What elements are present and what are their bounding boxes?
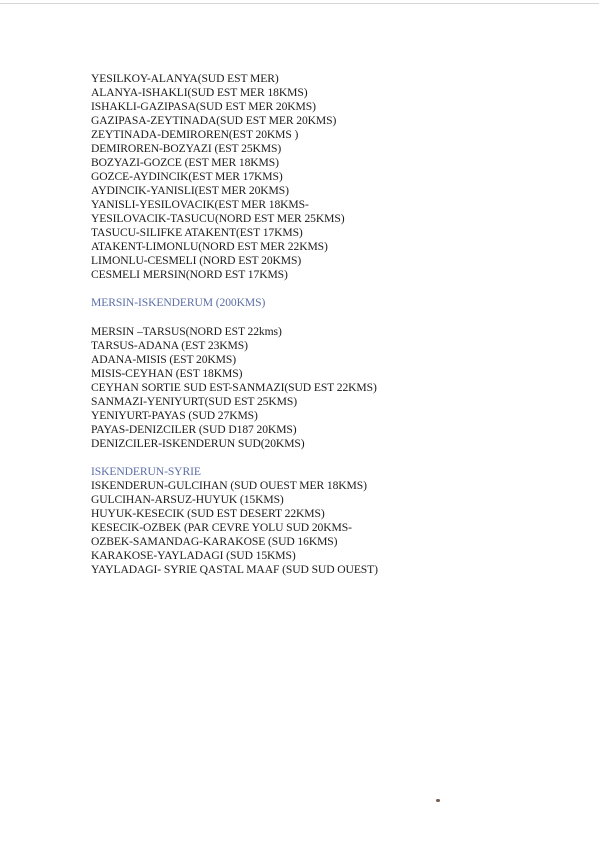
- route-line: ISHAKLI-GAZIPASA(SUD EST MER 20KMS): [91, 100, 316, 113]
- route-line: KESECIK-OZBEK (PAR CEVRE YOLU SUD 20KMS-: [91, 521, 352, 534]
- route-line: TARSUS-ADANA (EST 23KMS): [91, 339, 248, 352]
- route-line: PAYAS-DENIZCILER (SUD D187 20KMS): [91, 423, 297, 436]
- route-line: DEMIROREN-BOZYAZI (EST 25KMS): [91, 142, 282, 155]
- route-line: ZEYTINADA-DEMIROREN(EST 20KMS ): [91, 128, 299, 141]
- route-line: ADANA-MISIS (EST 20KMS): [91, 353, 236, 366]
- route-line: HUYUK-KESECIK (SUD EST DESERT 22KMS): [91, 507, 325, 520]
- route-line: DENIZCILER-ISKENDERUN SUD(20KMS): [91, 437, 305, 450]
- route-line: ALANYA-ISHAKLI(SUD EST MER 18KMS): [91, 86, 308, 99]
- top-edge-rule: [0, 3, 599, 4]
- route-line: ISKENDERUN-GULCIHAN (SUD OUEST MER 18KMS): [91, 479, 367, 492]
- route-line: GULCIHAN-ARSUZ-HUYUK (15KMS): [91, 493, 284, 506]
- route-line: YAYLADAGI- SYRIE QASTAL MAAF (SUD SUD OUEST): [91, 563, 378, 576]
- scan-speck: [436, 799, 440, 802]
- section-heading: ISKENDERUN-SYRIE: [91, 465, 201, 478]
- route-line: OZBEK-SAMANDAG-KARAKOSE (SUD 16KMS): [91, 535, 338, 548]
- route-line: SANMAZI-YENIYURT(SUD EST 25KMS): [91, 395, 297, 408]
- route-line: GOZCE-AYDINCIK(EST MER 17KMS): [91, 170, 283, 183]
- section-heading: MERSIN-ISKENDERUM (200KMS): [91, 296, 266, 309]
- route-line: TASUCU-SILIFKE ATAKENT(EST 17KMS): [91, 226, 303, 239]
- route-line: MISIS-CEYHAN (EST 18KMS): [91, 367, 243, 380]
- route-line: YENIYURT-PAYAS (SUD 27KMS): [91, 409, 258, 422]
- route-line: BOZYAZI-GOZCE (EST MER 18KMS): [91, 156, 279, 169]
- route-line: MERSIN –TARSUS(NORD EST 22kms): [91, 325, 282, 338]
- route-line: AYDINCIK-YANISLI(EST MER 20KMS): [91, 184, 289, 197]
- route-line: KARAKOSE-YAYLADAGI (SUD 15KMS): [91, 549, 296, 562]
- route-line: CEYHAN SORTIE SUD EST-SANMAZI(SUD EST 22KMS): [91, 381, 377, 394]
- route-line: YESILKOY-ALANYA(SUD EST MER): [91, 72, 279, 85]
- route-line: ATAKENT-LIMONLU(NORD EST MER 22KMS): [91, 240, 328, 253]
- route-line: YANISLI-YESILOVACIK(EST MER 18KMS-: [91, 198, 309, 211]
- route-line: GAZIPASA-ZEYTINADA(SUD EST MER 20KMS): [91, 114, 337, 127]
- route-line: YESILOVACIK-TASUCU(NORD EST MER 25KMS): [91, 212, 345, 225]
- route-line: CESMELI MERSIN(NORD EST 17KMS): [91, 268, 288, 281]
- route-line: LIMONLU-CESMELI (NORD EST 20KMS): [91, 254, 302, 267]
